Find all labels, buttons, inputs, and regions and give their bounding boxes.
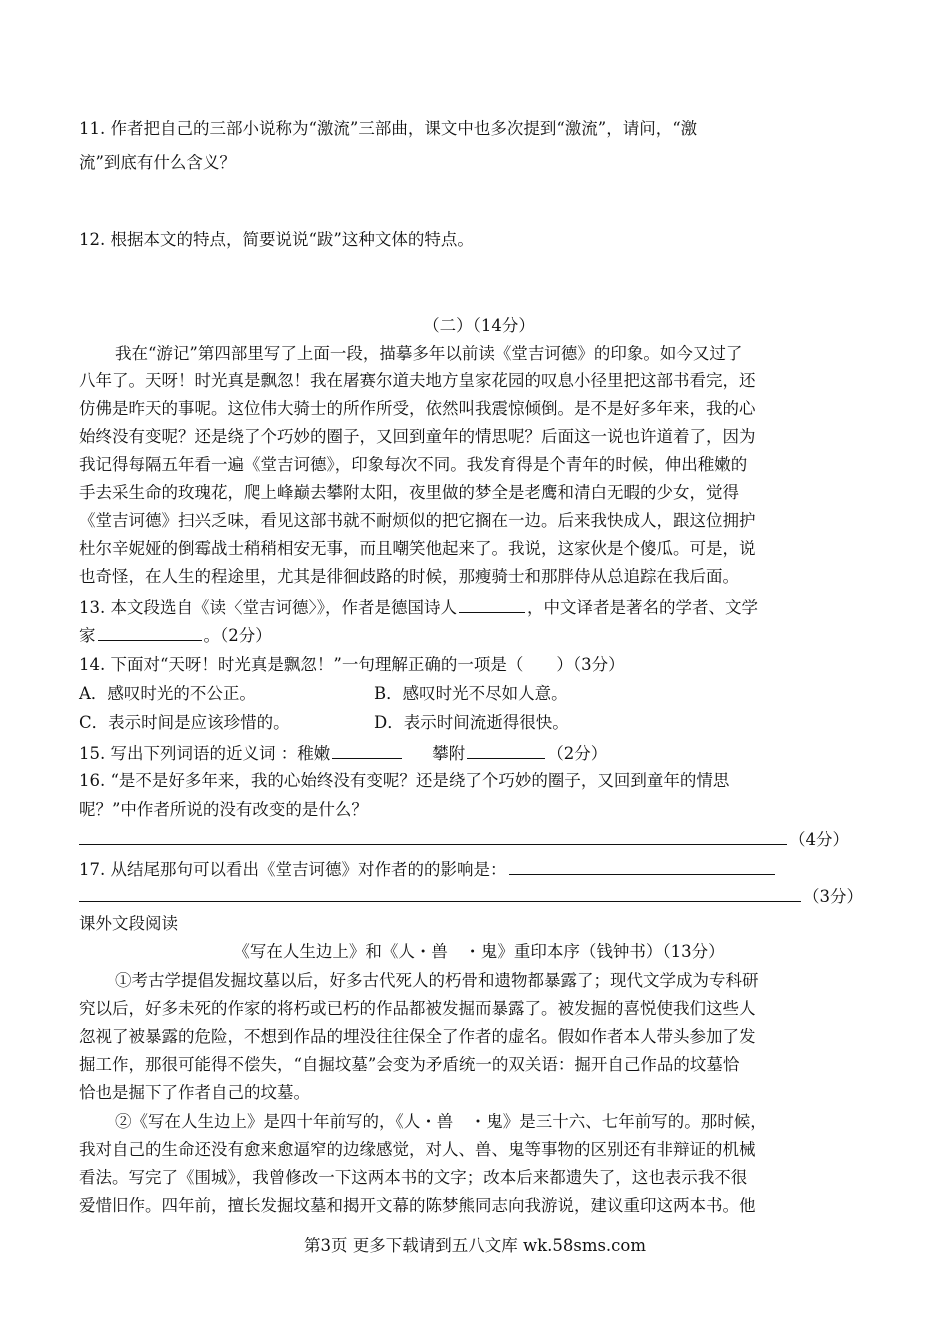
question-13-text-d: 。（2分） (203, 626, 272, 645)
essay-line: 究以后，好多未死的作家的将朽或已朽的作品都被发掘而暴露了。被发掘的喜悦使我们这些人 (79, 999, 756, 1018)
question-11-line-1: 11. 作者把自己的三部小说称为“激流”三部曲，课文中也多次提到“激流”，请问，“激 (79, 119, 698, 138)
question-11-line-2: 流”到底有什么含义？ (79, 153, 236, 172)
option-c[interactable]: C．表示时间是应该珍惜的。 (79, 713, 290, 732)
question-15-text-b: 攀附 (432, 744, 466, 763)
extra-reading-label: 课外文段阅读 (79, 914, 178, 933)
essay-line: ①考古学提倡发掘坟墓以后，好多古代死人的朽骨和遗物都暴露了；现代文学成为专科研 (115, 971, 759, 990)
passage-line: 我在“游记”第四部里写了上面一段，描摹多年以前读《堂吉诃德》的印象。如今又过了 (115, 344, 743, 363)
question-16-answer-line (79, 827, 879, 851)
question-12: 12. 根据本文的特点，简要说说“跋”这种文体的特点。 (79, 230, 474, 249)
question-13-text-c: 家 (79, 626, 96, 645)
question-17-score: （3分） (803, 887, 863, 906)
question-13-line-2 (79, 623, 879, 647)
essay-line: 我对自己的生命还没有愈来愈逼窄的边缘感觉，对人、兽、鬼等事物的区别还有非辩证的机械 (79, 1140, 756, 1159)
question-16-score: （4分） (789, 830, 849, 849)
question-13-text-a: 13. 本文段选自《读〈堂吉诃德〉》，作者是德国诗人 (79, 598, 457, 617)
passage-line: 始终没有变呢？还是绕了个巧妙的圈子，又回到童年的情思呢？后面这一说也许道着了，因为 (79, 427, 756, 446)
question-13-text-b: ，中文译者是著名的学者、文学 (527, 598, 758, 617)
essay-line: 恰也是掘下了作者自己的坟墓。 (79, 1083, 310, 1102)
question-17-answer-line (79, 884, 879, 908)
section-2-heading: （二）（14分） (423, 316, 535, 335)
option-b[interactable]: B．感叹时光不尽如人意。 (374, 684, 568, 703)
question-16-line-2: 呢？”中作者所说的没有改变的是什么？ (79, 800, 368, 819)
question-14: 14. 下面对“天呀！时光真是飘忽！”一句理解正确的一项是（ ）（3分） (79, 655, 625, 674)
option-d[interactable]: D．表示时间流逝得很快。 (374, 713, 569, 732)
option-a[interactable]: A．感叹时光的不公正。 (79, 684, 256, 703)
passage-line: 我记得每隔五年看一遍《堂吉诃德》，印象每次不同。我发育得是个青年的时候，伸出稚嫩的 (79, 455, 748, 474)
answer-blank-translator[interactable] (98, 623, 202, 641)
question-15-text-c: （2分） (547, 744, 608, 763)
answer-blank-poet[interactable] (459, 595, 525, 613)
passage-line: 八年了。天呀！时光真是飘忽！我在屠赛尔道夫地方皇家花园的叹息小径里把这部书看完，还 (79, 371, 756, 390)
passage-line: 也奇怪，在人生的程途里，尤其是徘徊歧路的时候，那瘦骑士和那胖侍从总追踪在我后面。 (79, 567, 739, 586)
essay-line: 忽视了被暴露的危险，不想到作品的埋没往往保全了作者的虚名。假如作者本人带头参加了发 (79, 1027, 756, 1046)
answer-line-16[interactable] (79, 827, 787, 845)
answer-blank-17[interactable] (509, 857, 775, 875)
passage-line: 《堂吉诃德》扫兴乏味，看见这部书就不耐烦似的把它搁在一边。后来我快成人，跟这位拥护 (79, 511, 756, 530)
question-15 (79, 741, 879, 765)
extra-reading-title: 《写在人生边上》和《人・兽 ・鬼》重印本序（钱钟书）（13分） (233, 942, 725, 961)
essay-line: 掘工作，那很可能得不偿失，“自掘坟墓”会变为矛盾统一的双关语：掘开自己作品的坟墓恰 (79, 1055, 740, 1074)
essay-line: ②《写在人生边上》是四十年前写的，《人・兽 ・鬼》是三十六、七年前写的。那时候， (115, 1112, 767, 1131)
question-17-text: 17. 从结尾那句可以看出《堂吉诃德》对作者的的影响是： (79, 860, 507, 879)
passage-line: 仿佛是昨天的事呢。这位伟大骑士的所作所受，依然叫我震惊倾倒。是不是好多年来，我的心 (79, 399, 756, 418)
question-13-line-1 (79, 595, 879, 619)
passage-line: 手去采生命的玫瑰花，爬上峰巅去攀附太阳，夜里做的梦全是老鹰和清白无暇的少女，觉得 (79, 483, 739, 502)
answer-blank-synonym-1[interactable] (332, 741, 402, 759)
answer-blank-synonym-2[interactable] (467, 741, 545, 759)
question-14-options-row-1 (79, 683, 879, 705)
answer-line-17[interactable] (79, 884, 801, 902)
page-footer: 第3页 更多下载请到五八文库 wk.58sms.com (304, 1236, 646, 1255)
essay-line: 爱惜旧作。四年前，擅长发掘坟墓和揭开文幕的陈梦熊同志向我游说，建议重印这两本书。他 (79, 1196, 756, 1215)
question-17 (79, 857, 879, 881)
question-14-options-row-2 (79, 712, 879, 734)
question-16-line-1: 16. “是不是好多年来，我的心始终没有变呢？还是绕了个巧妙的圈子，又回到童年的情思 (79, 771, 730, 790)
question-15-text-a: 15. 写出下列词语的近义词 ：稚嫩 (79, 744, 331, 763)
essay-line: 看法。写完了《围城》，我曾修改一下这两本书的文字；改本后来都遗失了，这也表示我不很 (79, 1168, 748, 1187)
passage-line: 杜尔辛妮娅的倒霉战士稍稍相安无事，而且嘲笑他起来了。我说，这家伙是个傻瓜。可是，说 (79, 539, 756, 558)
